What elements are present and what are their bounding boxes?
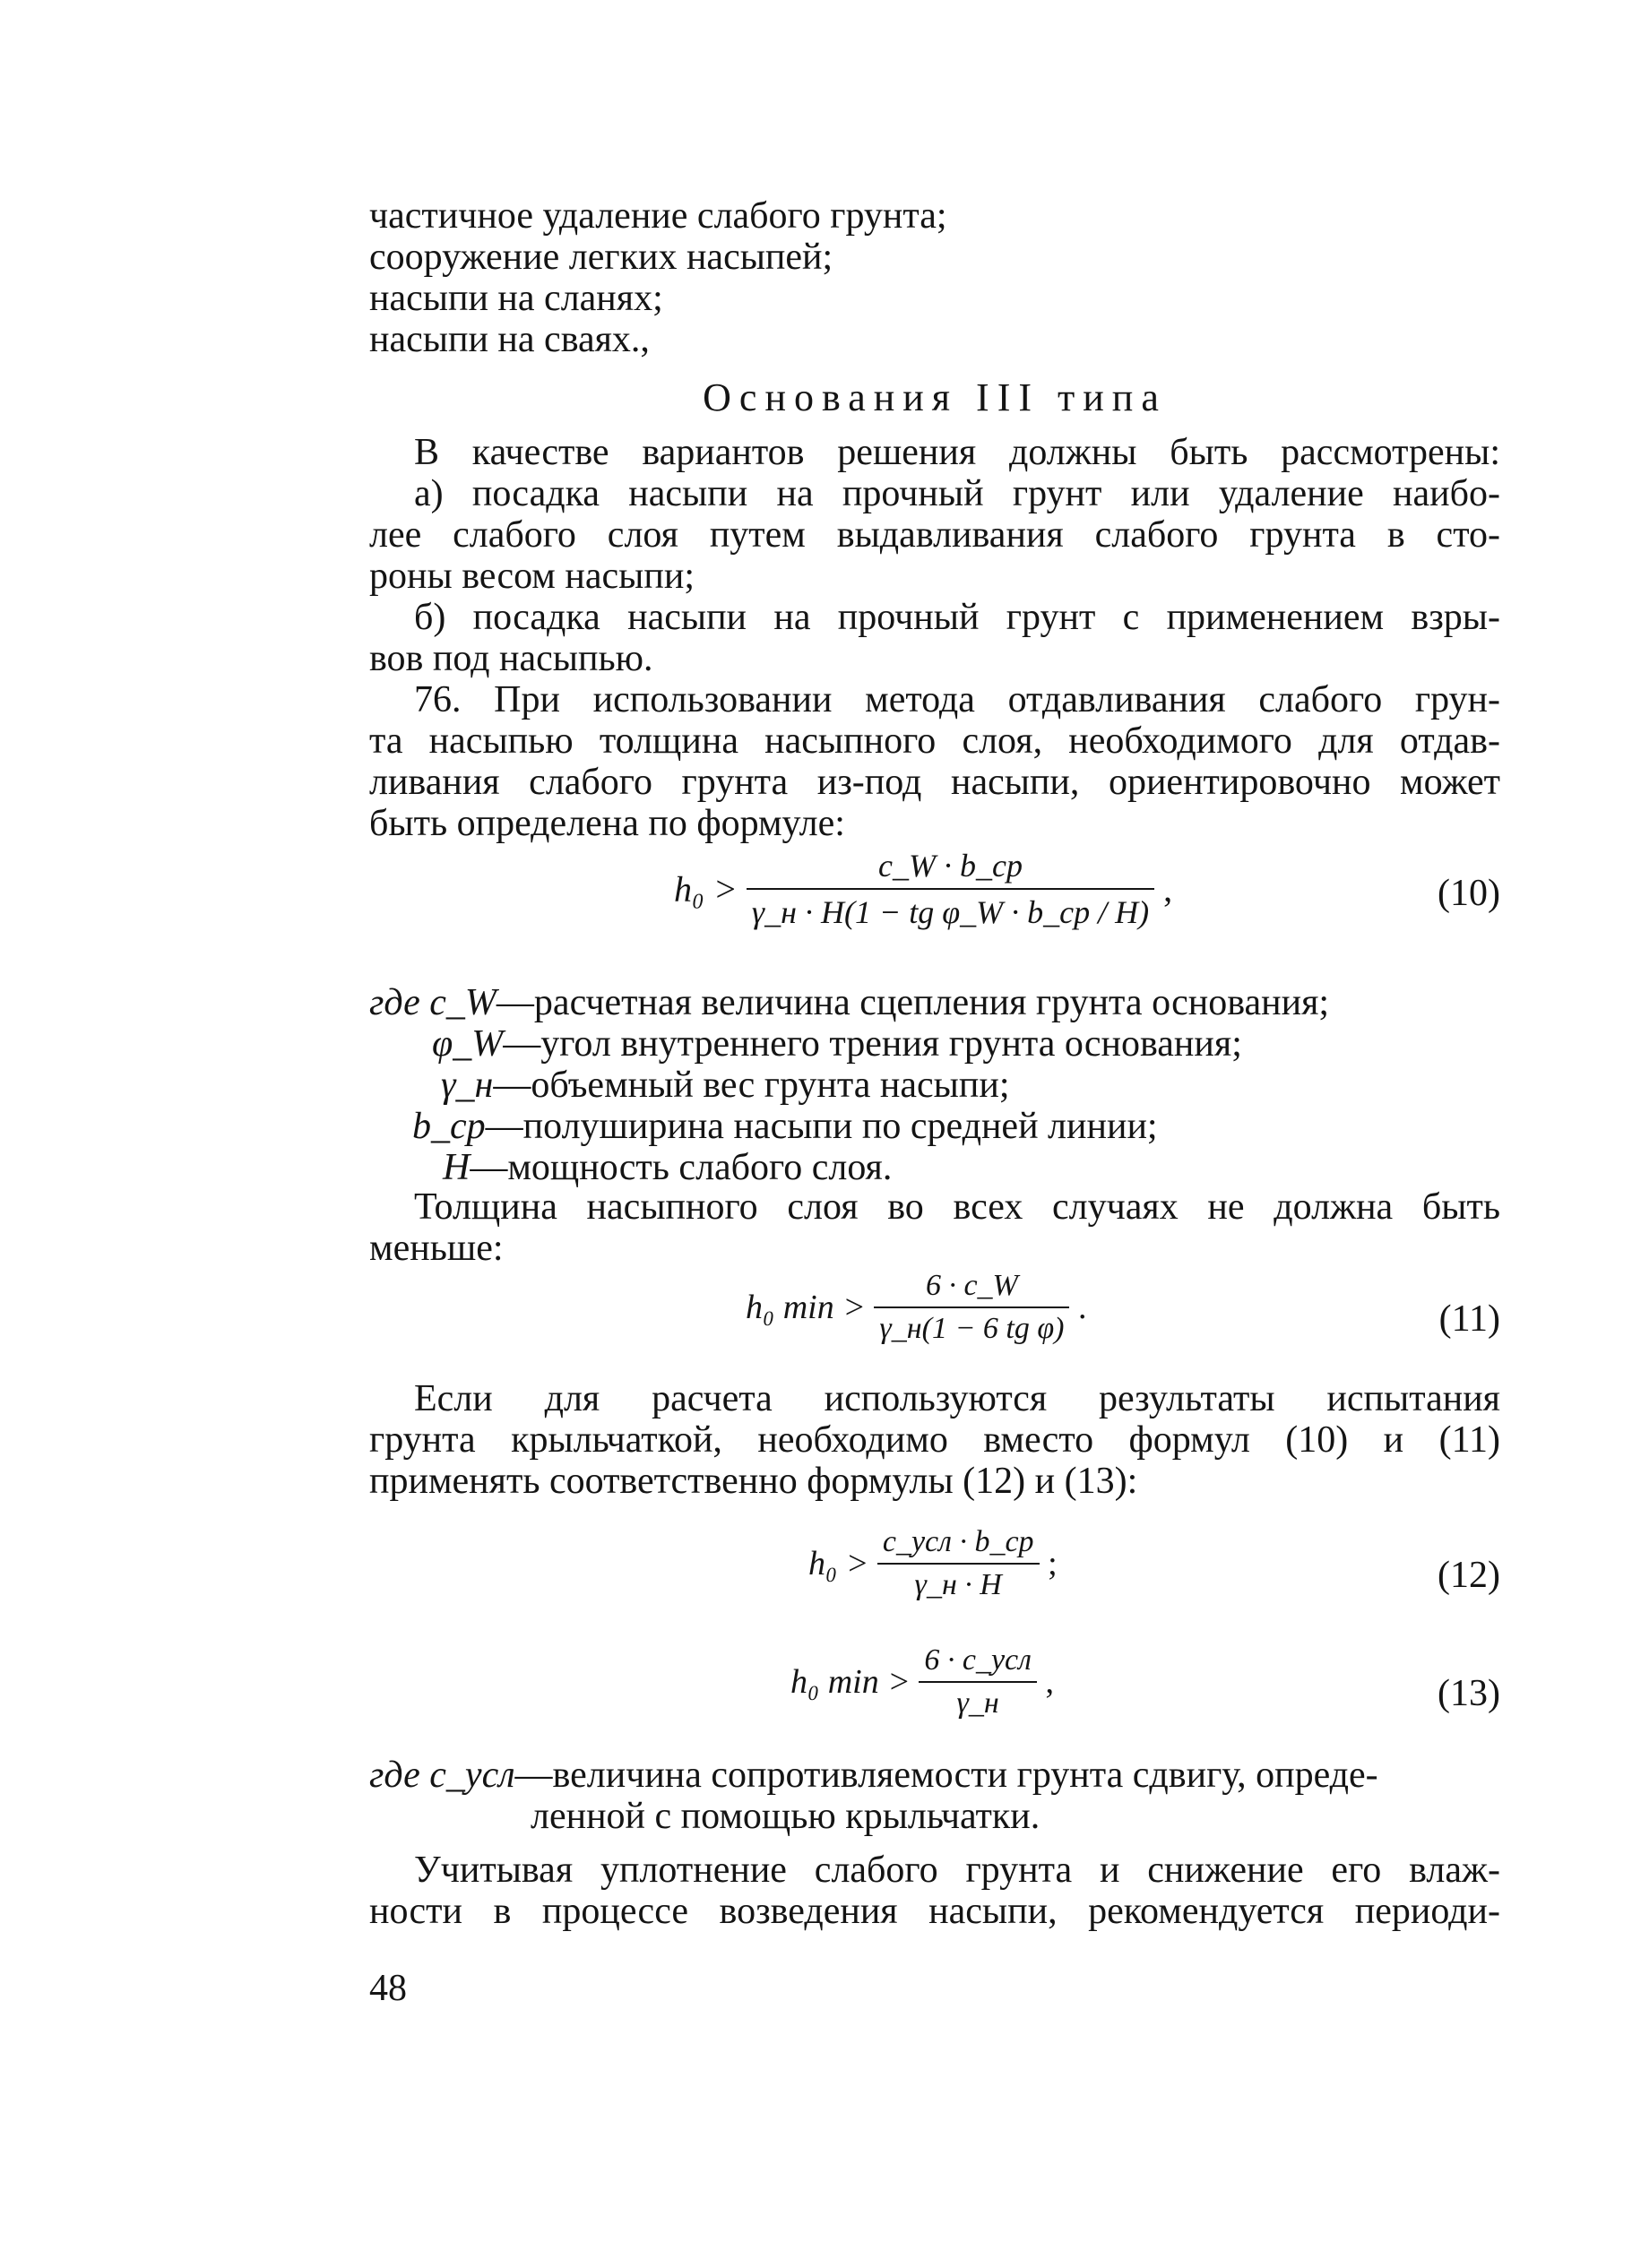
options-block (369, 432, 1500, 679)
formula-denominator: γ_н · H (877, 1563, 1040, 1602)
formula-10: h₀ > $\frac{c\_W \cdot b\_ср}{\text{γ\_н · H(1 − tg φ\_W · b\_ср / H)}}$ , (10) (674, 848, 1500, 930)
c-usl-definition (369, 1755, 1500, 1837)
definition-row (369, 1065, 1500, 1106)
page-number: 48 (369, 1968, 407, 2009)
paragraph-line: 76. При использовании метода отдавливания слабого грун- (414, 679, 1500, 720)
definitions-list (369, 982, 1500, 1188)
formula-denominator: γ_н (919, 1681, 1037, 1720)
formula-numerator: c_усл · b_ср (882, 1525, 1034, 1558)
definition-symbol: γ_н (441, 1065, 494, 1106)
item-a-line: роны весом насыпи; (369, 556, 695, 597)
min-thickness-paragraph (369, 1186, 1500, 1269)
formula-denominator: γ_н · H(1 − tg φ_W · b_ср / H) (747, 888, 1154, 931)
paragraph-line: ности в процессе возведения насыпи, рекомендуется периоди- (369, 1891, 1500, 1932)
paragraph-line: быть определена по формуле: (369, 803, 845, 844)
formula-13 (369, 1640, 1500, 1738)
intro-line: В качестве вариантов решения должны быть рассмотрены: (414, 432, 1500, 473)
formula-tail: ; (1048, 1545, 1058, 1582)
definition-symbol: H (443, 1147, 471, 1188)
item-b-line: вов под насыпью. (369, 638, 653, 679)
paragraph-76 (369, 679, 1500, 844)
definition-text: —объемный вес грунта насыпи; (493, 1065, 1010, 1106)
paragraph-line: применять соответственно формулы (12) и (13): (369, 1461, 1138, 1502)
definition-row (369, 1147, 1500, 1188)
definition-continuation: ленной с помощью крыльчатки. (531, 1796, 1041, 1837)
list-item: частичное удаление слабого грунта; (369, 195, 947, 237)
definition-row (369, 982, 1500, 1023)
formula-numerator: 6 · c_усл (924, 1643, 1032, 1677)
item-a-line: а) посадка насыпи на прочный грунт или удаление наибо- (414, 473, 1500, 514)
formula-lhs: h₀ min > (746, 1289, 866, 1326)
item-b-line: б) посадка насыпи на прочный грунт с применением взры- (414, 597, 1500, 638)
definition-text: —угол внутреннего трения грунта основания; (503, 1023, 1242, 1065)
paragraph-line: грунта крыльчаткой, необходимо вместо формул (10) и (11) (369, 1419, 1500, 1461)
definition-text: —величина сопротивляемости грунта сдвигу, опреде- (514, 1755, 1378, 1796)
definition-row (369, 1755, 1500, 1796)
definition-text: —мощность слабого слоя. (470, 1147, 893, 1188)
formula-fraction (877, 1525, 1040, 1602)
definition-symbol: b_ср (412, 1106, 486, 1147)
paragraph-line: Если для расчета используются результаты испытания (414, 1378, 1500, 1419)
final-paragraph (369, 1850, 1500, 1932)
paragraph-line: ливания слабого грунта из-под насыпи, ориентировочно может (369, 762, 1500, 803)
paragraph-line: та насыпью толщина насыпного слоя, необходимого для отдав- (369, 720, 1500, 762)
formula-numerator: c_W · b_ср (878, 848, 1023, 884)
formula-fraction (747, 847, 1154, 931)
top-list (369, 195, 1500, 360)
definition-symbol: φ_W (432, 1023, 504, 1065)
equation-number: (12) (1438, 1555, 1500, 1596)
vane-test-paragraph (369, 1378, 1500, 1502)
equation-number: (10) (1438, 873, 1500, 914)
list-item: сооружение легких насыпей; (369, 237, 833, 278)
item-a-line: лее слабого слоя путем выдавливания слабого грунта в сто- (369, 514, 1500, 556)
paragraph-line: Толщина насыпного слоя во всех случаях не должна быть (414, 1186, 1500, 1228)
definition-symbol: где c_усл (369, 1755, 515, 1796)
formula-11: h₀ min > $\frac{6 \cdot c\_W}{\text{γ\_н(1 − 6 tg φ)}}$ . (11) (746, 1269, 1500, 1345)
definition-row (369, 1023, 1500, 1065)
formula-fraction (919, 1643, 1037, 1720)
list-item: насыпи на сланях; (369, 278, 663, 319)
section-heading: Основания III типа (703, 375, 1167, 419)
list-item: насыпи на сваях., (369, 319, 650, 360)
paragraph-line: меньше: (369, 1228, 504, 1269)
equation-number: (13) (1438, 1673, 1500, 1714)
formula-numerator: 6 · c_W (925, 1269, 1018, 1302)
formula-lhs: h₀ > (808, 1545, 869, 1582)
definition-text: —полуширина насыпи по средней линии; (485, 1106, 1158, 1147)
formula-fraction (874, 1269, 1069, 1346)
paragraph-line: Учитывая уплотнение слабого грунта и снижение его влаж- (414, 1850, 1500, 1891)
formula-tail: , (1045, 1663, 1054, 1701)
definition-row (369, 1106, 1500, 1147)
formula-lhs: h₀ > (674, 868, 738, 910)
definition-symbol: где c_W (369, 982, 497, 1023)
formula-12 (369, 1522, 1500, 1620)
definition-text: —расчетная величина сцепления грунта основания; (496, 982, 1330, 1023)
equation-number: (11) (1438, 1298, 1500, 1340)
formula-lhs: h₀ min > (790, 1663, 911, 1701)
formula-denominator: γ_н(1 − 6 tg φ) (874, 1306, 1069, 1346)
